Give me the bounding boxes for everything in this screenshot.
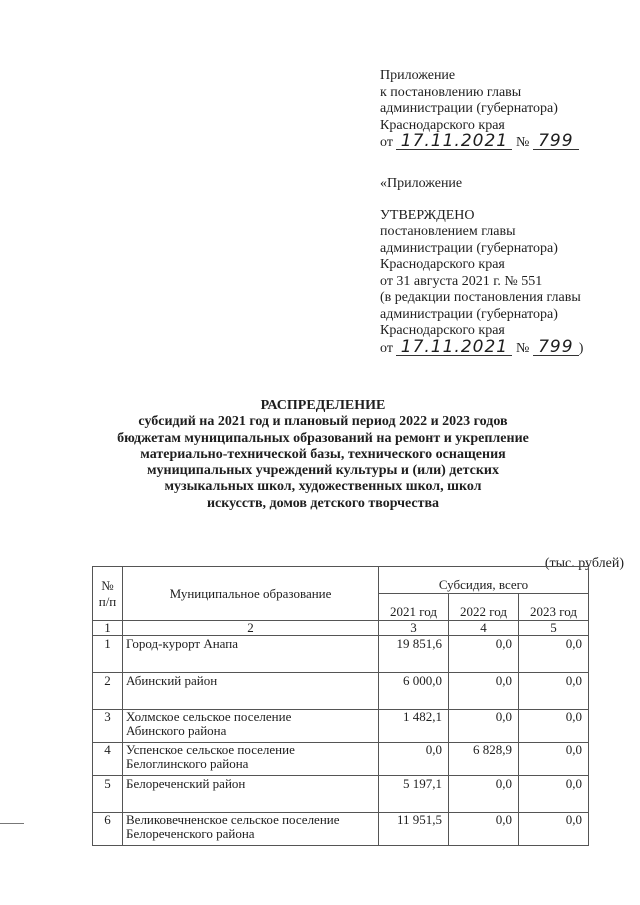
title-line: музыкальных школ, художественных школ, школ <box>164 479 482 495</box>
appendix-line: Приложение <box>380 68 456 83</box>
table-index-row <box>93 621 589 636</box>
header-2021: 2021 год <box>379 594 449 621</box>
subsidy-table <box>92 566 589 846</box>
row-number: 2 <box>93 673 123 710</box>
document-title <box>95 398 551 512</box>
approved-line: от 31 августа 2021 г. № 551 <box>380 273 543 289</box>
name-line: Абинский район <box>126 673 218 688</box>
header-2022: 2022 год <box>449 594 519 621</box>
handwritten-number: 799 <box>533 134 579 150</box>
value-2022: 0,0 <box>449 813 519 846</box>
value-2023: 0,0 <box>519 776 589 813</box>
name-line: Абинского района <box>126 723 227 738</box>
value-2021: 6 000,0 <box>379 673 449 710</box>
name-line: Холмское сельское поселение <box>126 709 292 724</box>
name-line: Белореченский район <box>126 776 246 791</box>
value-2022: 0,0 <box>449 776 519 813</box>
table-row <box>93 813 589 846</box>
approved-line: Краснодарского края <box>380 257 505 272</box>
from-label: от <box>380 135 393 150</box>
row-number: 4 <box>93 743 123 776</box>
header-num: № п/п <box>93 567 123 621</box>
row-number: 5 <box>93 776 123 813</box>
index-cell: 5 <box>519 621 589 636</box>
index-cell: 2 <box>123 621 379 636</box>
approved-line: администрации (губернатора) <box>380 240 558 256</box>
number-label: № <box>515 340 530 356</box>
title-line: материально-технической базы, технического оснащения <box>140 446 506 462</box>
approved-line: (в редакции постановления главы <box>380 290 581 305</box>
municipality-name <box>123 636 379 673</box>
name-line: Город-курорт Анапа <box>126 636 239 651</box>
appendix-line: Краснодарского края <box>380 117 505 133</box>
appendix-line: к постановлению главы <box>380 84 522 100</box>
table-row <box>93 776 589 813</box>
value-2022: 0,0 <box>449 673 519 710</box>
approved-line: администрации (губернатора) <box>380 306 558 322</box>
approval-block <box>380 176 583 357</box>
name-line: Белореченского района <box>126 826 255 841</box>
municipality-name <box>123 710 379 743</box>
title-line: бюджетам муниципальных образований на ремонт и укрепление <box>117 430 529 446</box>
value-2023: 0,0 <box>519 743 589 776</box>
header-2023: 2023 год <box>519 594 589 621</box>
title-line: субсидий на 2021 год и плановый период 2022 и 2023 годов <box>138 414 508 430</box>
approved-line: Краснодарского края <box>380 323 505 338</box>
approved-line: постановлением главы <box>380 224 516 239</box>
value-2023: 0,0 <box>519 710 589 743</box>
unit-label: (тыс. рублей) <box>544 556 624 571</box>
table-row <box>93 636 589 673</box>
municipality-name <box>123 813 379 846</box>
index-cell: 4 <box>449 621 519 636</box>
value-2023: 0,0 <box>519 673 589 710</box>
row-number: 6 <box>93 813 123 846</box>
value-2022: 0,0 <box>449 636 519 673</box>
table-row <box>93 743 589 776</box>
from-label: от <box>380 340 393 356</box>
handwritten-number: 799 <box>533 340 579 356</box>
value-2022: 6 828,9 <box>449 743 519 776</box>
name-line: Великовечненское сельское поселение <box>126 812 340 827</box>
value-2023: 0,0 <box>519 636 589 673</box>
name-line: Успенское сельское поселение <box>126 742 295 757</box>
scan-margin-mark <box>0 823 24 824</box>
index-cell: 3 <box>379 621 449 636</box>
closing-paren: ) <box>578 340 584 356</box>
title-line: искусств, домов детского творчества <box>206 495 440 511</box>
appendix-line: администрации (губернатора) <box>380 101 558 116</box>
value-2021: 5 197,1 <box>379 776 449 813</box>
approved-date-line <box>380 336 584 358</box>
number-label: № <box>515 135 530 150</box>
handwritten-date: 17.11.2021 <box>396 134 512 150</box>
table-header-row <box>93 567 589 594</box>
value-2023: 0,0 <box>519 813 589 846</box>
municipality-name <box>123 776 379 813</box>
value-2021: 0,0 <box>379 743 449 776</box>
row-number: 1 <box>93 636 123 673</box>
title-line: муниципальных учреждений культуры и (или) детских <box>146 463 499 479</box>
appendix-header <box>380 68 579 152</box>
municipality-name <box>123 743 379 776</box>
row-number: 3 <box>93 710 123 743</box>
name-line: Белоглинского района <box>126 756 249 771</box>
municipality-name <box>123 673 379 710</box>
handwritten-date: 17.11.2021 <box>396 340 512 356</box>
spacer <box>380 193 583 208</box>
approved-heading: УТВЕРЖДЕНО <box>380 207 475 223</box>
table-row <box>93 710 589 743</box>
appendix-date-line <box>380 131 579 152</box>
value-2021: 1 482,1 <box>379 710 449 743</box>
header-subsidy: Субсидия, всего <box>379 567 589 594</box>
index-cell: 1 <box>93 621 123 636</box>
value-2022: 0,0 <box>449 710 519 743</box>
appendix-quote: «Приложение <box>380 176 463 191</box>
header-municipality: Муниципальное образование <box>123 567 379 621</box>
title-line: РАСПРЕДЕЛЕНИЕ <box>260 398 386 413</box>
value-2021: 19 851,6 <box>379 636 449 673</box>
value-2021: 11 951,5 <box>379 813 449 846</box>
table-row <box>93 673 589 710</box>
